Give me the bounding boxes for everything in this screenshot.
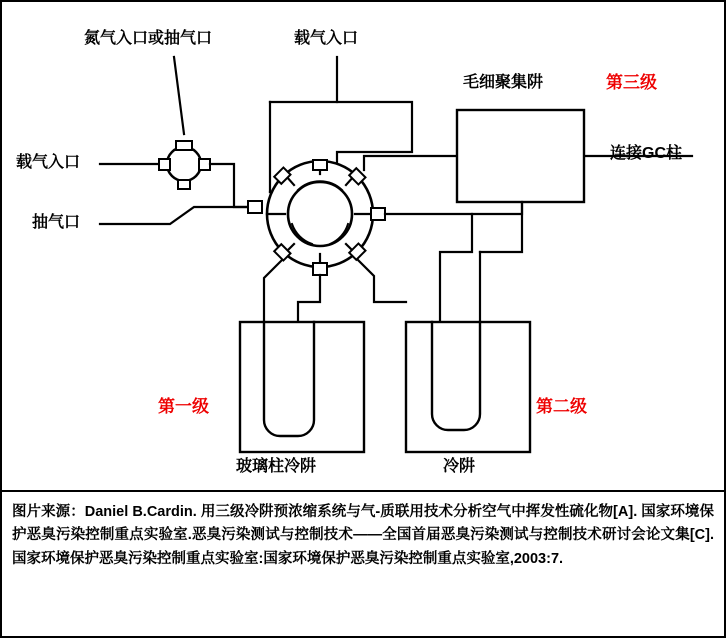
valve-port-left bbox=[159, 159, 170, 170]
pipe-valve-to-rotor bbox=[210, 164, 247, 207]
label-stage-two: 第二级 bbox=[536, 397, 587, 416]
label-capillary-trap: 毛细聚集阱 bbox=[463, 74, 544, 91]
leader-nitrogen-inlet bbox=[174, 57, 184, 134]
valve-port-right bbox=[199, 159, 210, 170]
label-carrier-gas-inlet-top: 载气入口 bbox=[294, 30, 359, 47]
stage-two-dewar bbox=[406, 322, 530, 452]
port-connector-e bbox=[371, 208, 385, 220]
label-stage-three: 第三级 bbox=[606, 73, 657, 92]
diagram-area bbox=[2, 2, 724, 490]
pipe-e-to-stage-two bbox=[385, 214, 472, 322]
capillary-trap-box bbox=[457, 110, 584, 202]
label-stage-one: 第一级 bbox=[158, 397, 209, 416]
rotary-valve-icon bbox=[167, 147, 201, 181]
pipe-se-link bbox=[358, 260, 406, 302]
pipe-stage-two-to-capillary bbox=[480, 202, 522, 252]
valve-port-bottom bbox=[178, 180, 190, 189]
port-connector-w bbox=[248, 201, 262, 213]
label-glass-cold-trap: 玻璃柱冷阱 bbox=[236, 458, 317, 475]
label-nitrogen-inlet: 氮气入口或抽气口 bbox=[84, 30, 213, 47]
pipe-sw-to-stage-one bbox=[264, 260, 282, 322]
label-cold-trap: 冷阱 bbox=[443, 458, 476, 475]
label-gc-column: 连接GC柱 bbox=[610, 145, 683, 162]
caption-text: 图片来源：Daniel B.Cardin. 用三级冷阱预浓缩系统与气-质联用技术分析空气中挥发性硫化物[A]. 国家环境保护恶臭污染控制重点实验室.恶臭污染测试与控制技术——全国首届恶臭污染测试与控制技术研讨会论文集[C].国家环境保护恶臭污染控制重点实验室:国家环境保护恶臭污染控制重点实验室,2003:7. bbox=[12, 504, 714, 567]
figure-caption bbox=[2, 490, 724, 636]
pipe-vacuum-port bbox=[100, 207, 247, 224]
pipe-ne-to-capillary bbox=[364, 156, 457, 170]
multiport-valve-inner bbox=[288, 182, 352, 246]
label-vacuum-port: 抽气口 bbox=[32, 214, 81, 231]
port-connector-s bbox=[313, 263, 327, 275]
port-connector-n bbox=[313, 160, 327, 170]
label-carrier-gas-inlet-left: 载气入口 bbox=[16, 154, 81, 171]
pipe-s-to-stage-one bbox=[298, 275, 320, 322]
valve-port-top bbox=[176, 141, 192, 150]
stage-one-dewar bbox=[240, 322, 364, 452]
